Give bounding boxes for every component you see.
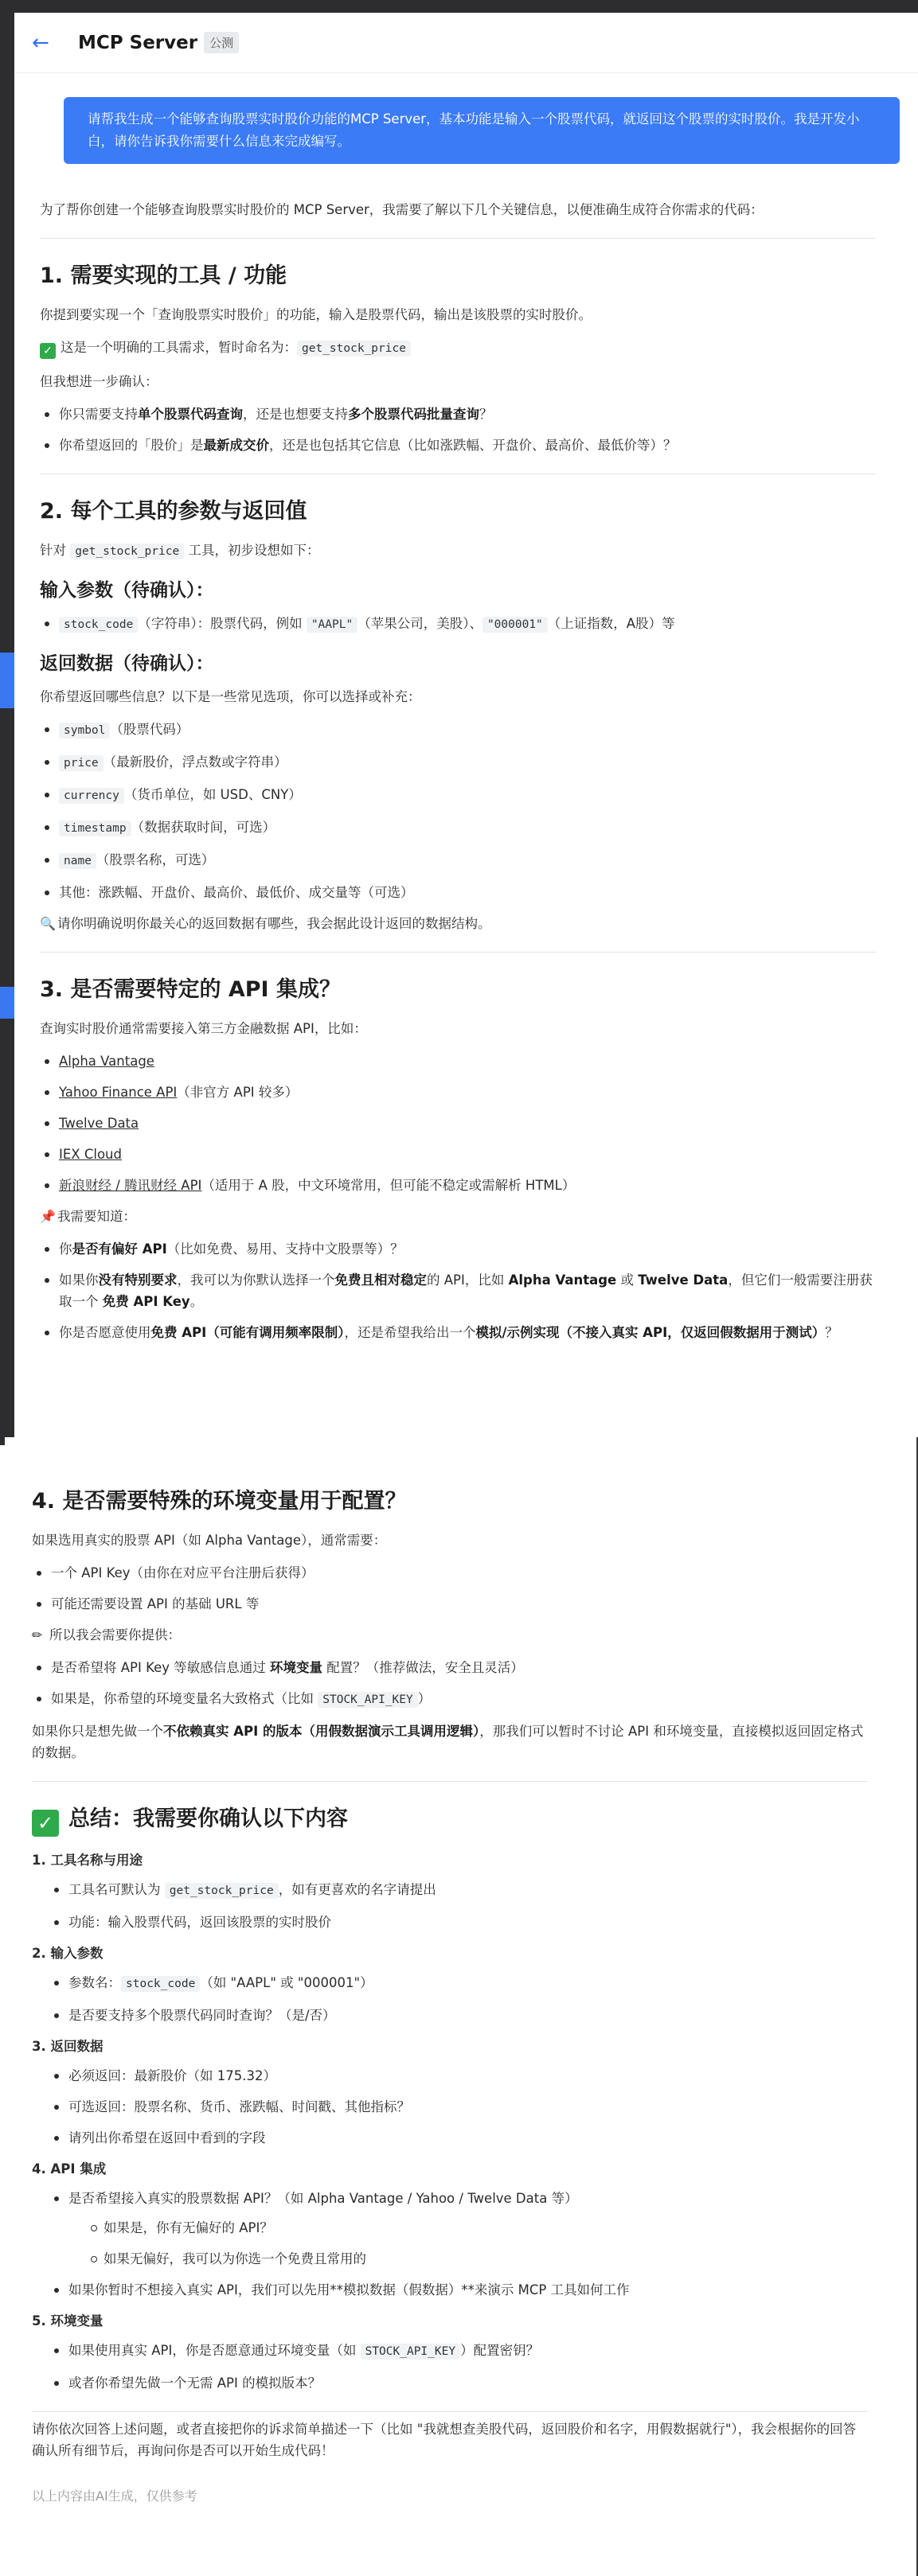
- magnifier-icon: 🔍: [40, 916, 56, 931]
- s4-text: 如果选用真实的股票 API（如 Alpha Vantage），通常需要：: [32, 1533, 387, 1548]
- divider: [40, 238, 876, 239]
- list-item: 可能还需要设置 API 的基础 URL 等: [32, 1593, 868, 1615]
- list-item: 如果你暂时不想接入真实 API，我们可以先用**模拟数据（假数据）**来演示 MCP 工具如何工作: [49, 2279, 868, 2301]
- return-data-title: 返回数据（待确认）：: [40, 653, 214, 674]
- api-list: [40, 1050, 876, 1196]
- list-item: 是否希望接入真实的股票数据 API？（如 Alpha Vantage / Yahoo / Twelve Data 等） 如果是，你有无偏好的 API？ 如果无偏好，我可以为你选一个免费且常用的: [49, 2188, 868, 2270]
- list-item: price （最新股价，浮点数或字符串）: [40, 751, 876, 774]
- list-item: 你是否有偏好 API（比如免费、易用、支持中文股票等）？: [40, 1238, 876, 1260]
- s1-text: 你提到要实现一个「查询股票实时股价」的功能，输入是股票代码，输出是该股票的实时股价。: [40, 307, 592, 322]
- check-mark-icon: ✓: [40, 343, 56, 359]
- divider: [40, 952, 876, 953]
- api-link-sina-tencent[interactable]: 新浪财经 / 腾讯财经 API: [59, 1178, 202, 1193]
- user-message-bubble: 请帮我生成一个能够查询股票实时股价功能的MCP Server，基本功能是输入一个股票代码，就返回这个股票的实时股价。我是开发小白，请你告诉我你需要什么信息来完成编写。: [64, 97, 900, 164]
- list-item: 你只需要支持单个股票代码查询，还是也想要支持多个股票代码批量查询？: [40, 403, 876, 425]
- list-item: 你希望返回的「股价」是最新成交价，还是也包括其它信息（比如涨跌幅、开盘价、最高价、最低价等）？: [40, 435, 876, 456]
- divider: [32, 1781, 868, 1782]
- s4-provide-text: ✏ 所以我会需要你提供：: [32, 1624, 868, 1646]
- page-title: MCP Server: [78, 32, 198, 53]
- summary-title: ✓ 总结：我需要你确认以下内容: [32, 1804, 868, 1837]
- sidebar-active-marker-2: [0, 987, 14, 1019]
- input-params-list: [40, 613, 876, 636]
- section-2-title: 2. 每个工具的参数与返回值: [40, 499, 307, 524]
- assistant-response: [40, 199, 876, 1353]
- list-item: 或者你希望先做一个无需 API 的模拟版本？: [49, 2372, 868, 2394]
- list-item: 新浪财经 / 腾讯财经 API（适用于 A 股，中文环境常用，但可能不稳定或需解析 HTML）: [40, 1175, 876, 1196]
- ai-disclaimer: 以上内容由AI生成，仅供参考: [32, 2488, 197, 2504]
- api-link-twelve-data[interactable]: Twelve Data: [59, 1116, 139, 1131]
- summary-item: 4. API 集成 是否希望接入真实的股票数据 API？（如 Alpha Vantage / Yahoo / Twelve Data 等） 如果是，你有无偏好的 API？ 如果无偏好，我可以为你选一个免费且常用的 如果你暂时不想接入真实 API，我们可以先用**模拟数据（假数据）**来演示 MCP 工具如何工作: [32, 2158, 868, 2301]
- list-item: Yahoo Finance API（非官方 API 较多）: [40, 1081, 876, 1103]
- summary-item: 3. 返回数据 必须返回：最新股价（如 175.32） 可选返回：股票名称、货币、涨跌幅、时间戳、其他指标？ 请列出你希望在返回中看到的字段: [32, 2036, 868, 2149]
- summary-item: 2. 输入参数 参数名： stock_code （如 "AAPL" 或 "000001"） 是否要支持多个股票代码同时查询？（是/否）: [32, 1943, 868, 2026]
- list-item: 如果使用真实 API，你是否愿意通过环境变量（如 STOCK_API_KEY ）配置密钥？: [49, 2340, 868, 2363]
- list-item: symbol （股票代码）: [40, 719, 876, 742]
- api-link-yahoo-finance[interactable]: Yahoo Finance API: [59, 1085, 178, 1100]
- page-header: [14, 13, 918, 73]
- s2-text: 针对 get_stock_price 工具，初步设想如下：: [40, 543, 320, 558]
- list-item: 你是否愿意使用免费 API（可能有调用频率限制），还是希望我给出一个模拟/示例实现（不接入真实 API，仅返回假数据用于测试）？: [40, 1322, 876, 1343]
- list-item: 可选返回：股票名称、货币、涨跌幅、时间戳、其他指标？: [49, 2096, 868, 2118]
- s1-confirm-text: 但我想进一步确认：: [40, 374, 158, 389]
- list-item: timestamp （数据获取时间，可选）: [40, 816, 876, 840]
- s3-need-text: 📌 我需要知道：: [40, 1206, 876, 1227]
- section-4-title: 4. 是否需要特殊的环境变量用于配置？: [32, 1489, 407, 1514]
- s2-search-note: 🔍 请你明确说明你最关心的返回数据有哪些，我会据此设计返回的数据结构。: [40, 913, 876, 934]
- intro-text: 为了帮你创建一个能够查询股票实时股价的 MCP Server，我需要了解以下几个关键信息，以便准确生成符合你需求的代码：: [40, 202, 764, 217]
- list-item: 如果是，你希望的环境变量名大致格式（比如 STOCK_API_KEY ）: [32, 1688, 868, 1711]
- summary-item: 5. 环境变量 如果使用真实 API，你是否愿意通过环境变量（如 STOCK_API_KEY ）配置密钥？ 或者你希望先做一个无需 API 的模拟版本？: [32, 2310, 868, 2394]
- list-item: [40, 1113, 876, 1134]
- list-item: 其他：涨跌幅、开盘价、最高价、最低价、成交量等（可选）: [40, 882, 876, 903]
- section-1-title: 1. 需要实现的工具 / 功能: [40, 263, 287, 288]
- arrow-left-icon[interactable]: ←: [32, 30, 49, 55]
- pencil-icon: ✏: [32, 1627, 43, 1643]
- sub-list-item: 如果无偏好，我可以为你选一个免费且常用的: [86, 2248, 868, 2270]
- list-item: [40, 1144, 876, 1165]
- closing-text: 请你依次回答上述问题，或者直接把你的诉求简单描述一下（比如 "我就想查美股代码，返回股价和名字，用假数据就行"），我会根据你的回答确认所有细节后，再询问你是否可以开始生成代码！: [32, 2422, 857, 2458]
- list-item: currency （货币单位，如 USD、CNY）: [40, 784, 876, 807]
- window-top-bar: [0, 0, 918, 13]
- api-link-alpha-vantage[interactable]: Alpha Vantage: [59, 1054, 154, 1069]
- list-item: 是否希望将 API Key 等敏感信息通过 环境变量 配置？（推荐做法，安全且灵活）: [32, 1657, 868, 1678]
- s1-check-line: ✓ 这是一个明确的工具需求，暂时命名为： get_stock_price: [40, 337, 876, 360]
- api-link-iex-cloud[interactable]: IEX Cloud: [59, 1147, 122, 1162]
- list-item: 是否要支持多个股票代码同时查询？（是/否）: [49, 2005, 868, 2026]
- input-params-title: 输入参数（待确认）：: [40, 580, 214, 601]
- list-item: 功能：输入股票代码，返回该股票的实时股价: [49, 1912, 868, 1933]
- sidebar-active-marker: [0, 653, 14, 708]
- list-item: [40, 1050, 876, 1072]
- check-mark-icon: ✓: [32, 1810, 59, 1837]
- summary-item: 1. 工具名称与用途 工具名可默认为 get_stock_price ，如有更喜欢的名字请提出 功能：输入股票代码，返回该股票的实时股价: [32, 1849, 868, 1933]
- summary-list: [32, 1849, 868, 2394]
- s1-list: [40, 403, 876, 456]
- list-item: 如果你没有特别要求，我可以为你默认选择一个免费且相对稳定的 API，比如 Alpha Vantage 或 Twelve Data，但它们一般需要注册获取一个 免费 API Key。: [40, 1269, 876, 1312]
- list-item: stock_code （字符串）：股票代码，例如 "AAPL" （苹果公司，美股）、 "000001" （上证指数，A股）等: [40, 613, 876, 636]
- list-item: 一个 API Key（由你在对应平台注册后获得）: [32, 1562, 868, 1584]
- list-item: 请列出你希望在返回中看到的字段: [49, 2127, 868, 2149]
- s3-question-list: [40, 1238, 876, 1343]
- list-item: name （股票名称，可选）: [40, 849, 876, 872]
- pushpin-icon: 📌: [40, 1209, 56, 1224]
- beta-badge: 公测: [204, 32, 239, 53]
- left-sidebar-strip: [0, 13, 14, 1445]
- return-fields-list: [40, 719, 876, 903]
- s4-question-list: [32, 1657, 868, 1711]
- return-data-text: 你希望返回哪些信息？以下是一些常见选项，你可以选择或补充：: [40, 689, 421, 704]
- s4-env-list: [32, 1562, 868, 1615]
- list-item: 工具名可默认为 get_stock_price ，如有更喜欢的名字请提出: [49, 1879, 868, 1902]
- s4-mock-text: 如果你只是想先做一个不依赖真实 API 的版本（用假数据演示工具调用逻辑），那我们可以暂时不讨论 API 和环境变量，直接模拟返回固定格式的数据。: [32, 1724, 864, 1760]
- sub-list-item: 如果是，你有无偏好的 API？: [86, 2217, 868, 2239]
- divider: [32, 2411, 868, 2412]
- section-3-title: 3. 是否需要特定的 API 集成？: [40, 977, 341, 1002]
- s3-text: 查询实时股价通常需要接入第三方金融数据 API，比如：: [40, 1021, 367, 1036]
- list-item: 参数名： stock_code （如 "AAPL" 或 "000001"）: [49, 1972, 868, 1995]
- assistant-response-continued: [32, 1464, 868, 2507]
- list-item: 必须返回：最新股价（如 175.32）: [49, 2065, 868, 2087]
